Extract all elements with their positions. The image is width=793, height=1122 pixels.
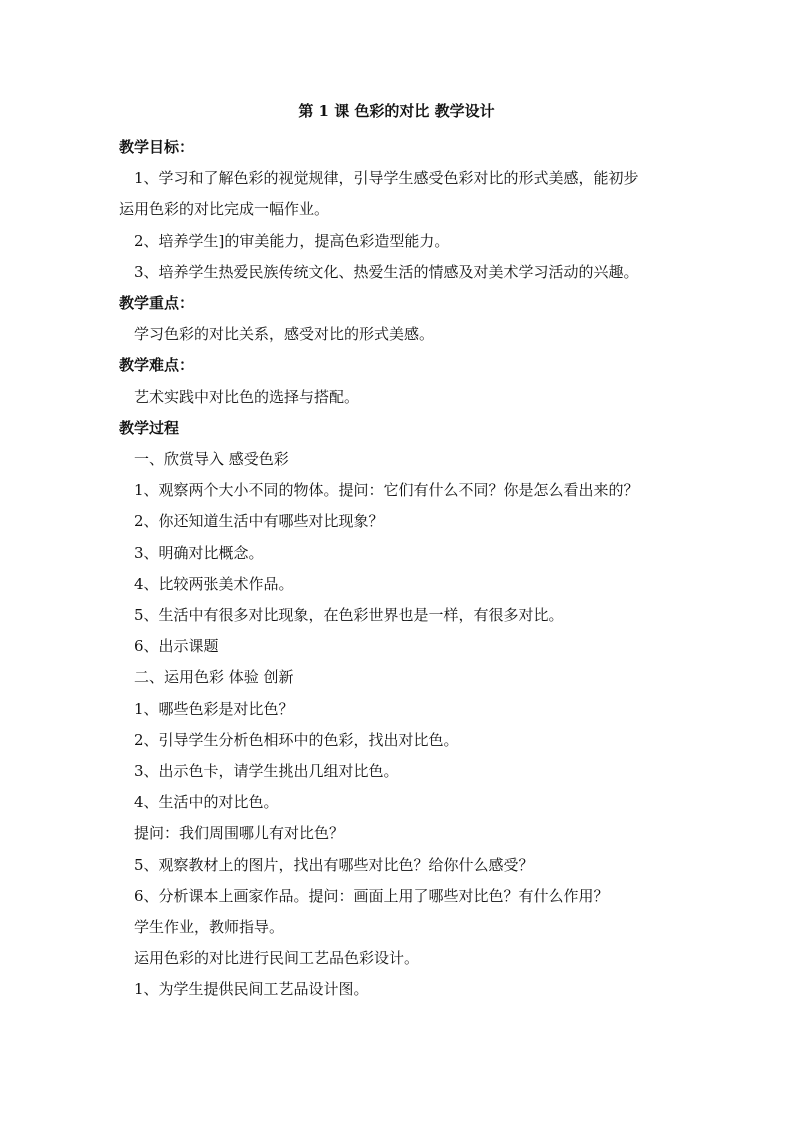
body-line: 运用色彩的对比进行民间工艺品色彩设计。 bbox=[134, 949, 420, 968]
body-line: 6、出示课题 bbox=[134, 637, 219, 656]
body-line: 2、培养学生]的审美能力，提高色彩造型能力。 bbox=[134, 231, 450, 250]
body-line: 5、生活中有很多对比现象，在色彩世界也是一样，有很多对比。 bbox=[134, 606, 564, 625]
body-line: 1、哪些色彩是对比色？ bbox=[134, 699, 294, 718]
body-line: 4、生活中的对比色。 bbox=[134, 793, 279, 812]
body-line: 艺术实践中对比色的选择与搭配。 bbox=[134, 387, 360, 406]
body-line: 4、比较两张美术作品。 bbox=[134, 574, 294, 593]
body-line: 3、出示色卡，请学生挑出几组对比色。 bbox=[134, 762, 399, 781]
section-heading: 教学目标： bbox=[119, 138, 195, 156]
body-line: 一、欣赏导入 感受色彩 bbox=[134, 450, 289, 469]
section-heading: 教学过程 bbox=[119, 418, 180, 437]
body-line: 1、学习和了解色彩的视觉规律，引导学生感受色彩对比的形式美感，能初步 bbox=[134, 169, 639, 188]
body-line: 学习色彩的对比关系，感受对比的形式美感。 bbox=[134, 325, 435, 344]
body-line: 3、明确对比概念。 bbox=[134, 543, 264, 562]
document-title: 第 1 课 色彩的对比 教学设计 bbox=[298, 102, 495, 120]
body-line: 1、观察两个大小不同的物体。提问：它们有什么不同？你是怎么看出来的？ bbox=[134, 481, 639, 500]
document-body bbox=[119, 132, 679, 1006]
body-line: 2、引导学生分析色相环中的色彩，找出对比色。 bbox=[134, 730, 459, 749]
body-line: 1、为学生提供民间工艺品设计图。 bbox=[134, 980, 369, 999]
body-line: 2、你还知道生活中有哪些对比现象？ bbox=[134, 512, 384, 531]
body-line: 二、运用色彩 体验 创新 bbox=[134, 668, 294, 687]
body-line: 学生作业，教师指导。 bbox=[134, 918, 285, 937]
body-line: 提问：我们周围哪儿有对比色？ bbox=[134, 824, 345, 843]
body-line: 运用色彩的对比完成一幅作业。 bbox=[119, 200, 330, 219]
section-heading: 教学重点： bbox=[119, 294, 195, 313]
body-line: 5、观察教材上的图片，找出有哪些对比色？给你什么感受？ bbox=[134, 855, 534, 874]
section-heading: 教学难点： bbox=[119, 356, 195, 375]
body-line: 3、培养学生热爱民族传统文化、热爱生活的情感及对美术学习活动的兴趣。 bbox=[134, 262, 639, 281]
body-line: 6、分析课本上画家作品。提问：画面上用了哪些对比色？有什么作用？ bbox=[134, 886, 609, 905]
